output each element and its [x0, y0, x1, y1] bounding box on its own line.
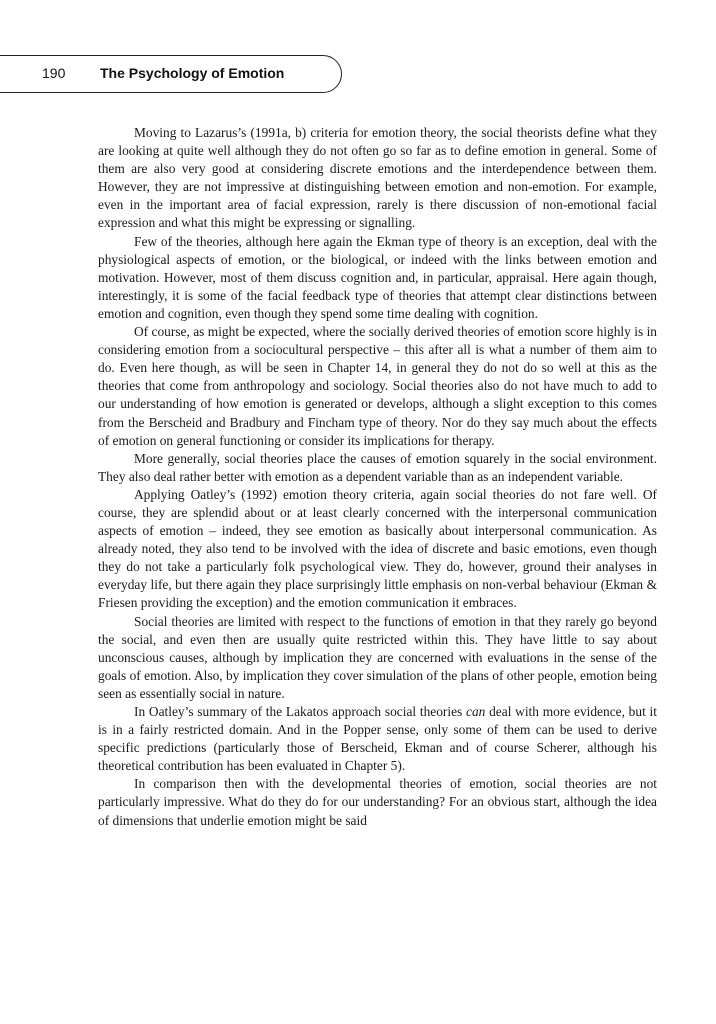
- running-header: [0, 55, 343, 93]
- paragraph: More generally, social theories place the causes of emotion squarely in the social environment. They also deal rather better with emotion as a dependent variable than as an independent variable.: [98, 450, 657, 484]
- paragraph: Of course, as might be expected, where the socially derived theories of emotion score highly is in considering emotion from a sociocultural perspective – this after all is what a number of them aim to do. Even here though, as will be seen in Chapter 14, in general they do not do so well at this as the theories that come from anthropology and sociology. Social theories also do not have much to add to our understanding of how emotion is generated or develops, although a slight exception to this comes from the Berscheid and Bradbury and Fincham type of theory. Nor do they say much about the effects of emotion on general functioning or consider its implications for therapy.: [98, 324, 657, 448]
- paragraph-text: deal with more evidence, but it is in a fairly restricted domain. And in the Popper sense, only some of them can be used to derive specific predictions (particularly those of Berscheid, Ekman and of course Scherer, although his theoretical contribution has been evaluated in Chapter 5).: [98, 704, 657, 774]
- running-title: The Psychology of Emotion: [100, 65, 285, 81]
- emphasis-text: can: [466, 704, 486, 719]
- paragraph: In comparison then with the developmental theories of emotion, social theories are not particularly impressive. What do they do for our understanding? For an obvious start, although the idea of dimensions that underlie emotion might be said: [98, 776, 657, 828]
- paragraph: Moving to Lazarus’s (1991a, b) criteria for emotion theory, the social theorists define what they are looking at quite well although they do not often go so far as to define emotion in general. Some of them are also very good at considering discrete emotions and the interdependence between them. However, they are not impressive at distinguishing between emotion and non-emotion. For example, even in the important area of facial expression, rarely is there discussion of non-emotional facial expression and what this might be expressing or signalling.: [98, 125, 657, 231]
- paragraph: Few of the theories, although here again the Ekman type of theory is an exception, deal with the physiological aspects of emotion, or the biological, or indeed with the links between emotion and motivation. However, most of them discuss cognition and, in particular, appraisal. Here again though, interestingly, it is some of the facial feedback type of theories that attempt clear distinctions between emotion and cognition, even though they spend some time dealing with cognition.: [98, 233, 657, 321]
- paragraph-text: In Oatley’s summary of the Lakatos approach social theories: [134, 704, 467, 719]
- paragraph: [98, 703, 657, 775]
- paragraph: Applying Oatley’s (1992) emotion theory criteria, again social theories do not fare well. Of course, they are splendid about or at least clearly concerned with the interpersonal communication aspects of emotion – indeed, they see emotion as basically about interpersonal communication. As already noted, they also tend to be involved with the idea of discrete and basic emotions, even though they do not take a particularly folk psychological view. They do, however, ground their analyses in everyday life, but there again they place surprisingly little emphasis on non-verbal behaviour (Ekman & Friesen providing the exception) and the emotion communication it embraces.: [98, 486, 657, 611]
- page-number: 190: [42, 65, 66, 81]
- paragraph: Social theories are limited with respect to the functions of emotion in that they rarely go beyond the social, and even then are usually quite restricted within this. They have little to say about unconscious causes, although by implication they are concerned with evaluations in the sense of the goals of emotion. Also, by implication they cover simulation of the plans of other people, emotion being seen as essentially social in nature.: [98, 613, 657, 701]
- body-text: [98, 124, 657, 830]
